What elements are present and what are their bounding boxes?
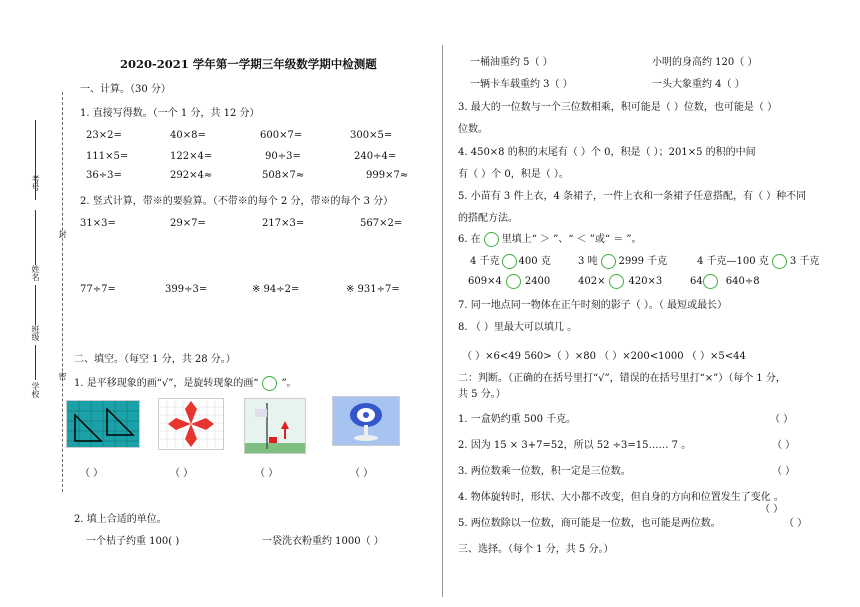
triangle-slide-image xyxy=(66,400,140,448)
xingming-label: 姓名 xyxy=(31,265,40,281)
calc-item: 999×7≈ xyxy=(366,170,409,181)
compare-left: 3 吨 xyxy=(578,256,598,267)
calc-item: 23×2= xyxy=(86,130,122,141)
answer-paren[interactable]: （ ） xyxy=(350,468,374,479)
fan-image xyxy=(332,396,400,446)
unit-item: 小明的身高约 120（ ） xyxy=(652,57,758,68)
judge-paren[interactable]: （ ） xyxy=(770,414,794,425)
compare-left: 4 千克—100 克 xyxy=(697,256,769,267)
section3-header: 三、选择。（每个 1 分，共 5 分。） xyxy=(458,544,614,555)
vertical-calc-item: ※ 931÷7= xyxy=(346,284,400,295)
unit-item: 一个桔子约重 100( ) xyxy=(86,536,180,547)
q6-text-a: 6. 在 xyxy=(458,234,481,245)
compare-right: 640÷8 xyxy=(725,276,760,287)
unit-item: 一辆卡车载重约 3（ ） xyxy=(470,79,573,90)
page-title: 2020-2021 学年第一学期三年级数学期中检测题 xyxy=(120,57,377,71)
judge-paren[interactable]: （ ） xyxy=(772,466,796,477)
compare-left: 609×4 xyxy=(468,276,502,287)
judge-header-2: 共 5 分。） xyxy=(458,389,506,400)
answer-paren[interactable]: （ ） xyxy=(80,468,104,479)
q6-prompt xyxy=(458,230,641,247)
compare-right: 400 克 xyxy=(518,256,551,267)
vertical-calc-item: 77÷7= xyxy=(80,284,116,295)
compare-right: 2999 千克 xyxy=(618,256,668,267)
compare-item xyxy=(578,274,662,289)
unit-item: 一袋洗衣粉重约 1000（ ） xyxy=(262,536,384,547)
judge-paren[interactable]: （ ） xyxy=(784,518,808,529)
vertical-calc-item: 31×3= xyxy=(80,218,116,229)
q5-line1: 5. 小苗有 3 件上衣，4 条裙子，一件上衣和一条裙子任意搭配，有（ ）种不同 xyxy=(458,191,807,202)
vertical-calc-item: 399÷3= xyxy=(165,284,208,295)
answer-paren[interactable]: （ ） xyxy=(170,468,194,479)
vertical-calc-item: ※ 94÷2= xyxy=(252,284,300,295)
xuexiao-line xyxy=(35,345,36,380)
pinwheel-icon xyxy=(159,399,223,449)
calc-item: 111×5= xyxy=(86,151,129,162)
judge-item: 5. 两位数除以一位数，商可能是一位数，也可能是两位数。 xyxy=(458,518,721,529)
q3-line2: 位数。 xyxy=(458,124,488,135)
compare-circle[interactable] xyxy=(772,254,787,269)
judge-paren[interactable]: （ ） xyxy=(760,504,784,515)
calc-item: 240÷4= xyxy=(354,151,397,162)
fan-icon xyxy=(333,397,399,445)
calc-item: 90÷3= xyxy=(265,151,301,162)
compare-right: 420×3 xyxy=(628,276,663,287)
calc-item: 40×8= xyxy=(170,130,206,141)
q2-prompt: 2. 竖式计算，带※的要验算。（不带※的每个 2 分，带※的每个 3 分） xyxy=(80,196,394,207)
compare-circle[interactable] xyxy=(609,274,624,289)
compare-right: 2400 xyxy=(524,276,551,287)
compare-circle[interactable] xyxy=(703,274,718,289)
binding-line xyxy=(62,92,63,492)
q1-prompt: 1. 直接写得数。（一个 1 分，共 12 分） xyxy=(80,108,260,119)
compare-left: 4 千克 xyxy=(470,256,500,267)
xingming-line xyxy=(35,210,36,265)
calc-item: 36÷3= xyxy=(86,170,122,181)
judge-item: 1. 一盒奶约重 500 千克。 xyxy=(458,414,577,425)
banji-label: 班级 xyxy=(31,325,40,341)
judge-paren[interactable]: （ ） xyxy=(772,440,796,451)
seal-feng: 封 xyxy=(58,230,67,238)
compare-left: 64 xyxy=(690,276,703,287)
banji-line xyxy=(35,285,36,325)
q6-text-b: 里填上“ ＞ ”、“ ＜ ”或“ ＝ ”。 xyxy=(501,234,642,245)
compare-left: 402× xyxy=(578,276,606,287)
flag-raising-image xyxy=(244,398,306,454)
circle-icon xyxy=(484,232,499,247)
column-divider xyxy=(442,45,443,597)
answer-paren[interactable]: （ ） xyxy=(255,468,279,479)
circle-icon xyxy=(262,376,277,391)
judge-item: 4. 物体旋转时，形状、大小都不改变，但自身的方向和位置发生了变化 。 xyxy=(458,492,784,503)
compare-item xyxy=(697,252,819,269)
fill-q1-end: ”。 xyxy=(281,378,297,389)
calc-item: 292×4≈ xyxy=(170,170,213,181)
fill-q2-prompt: 2. 填上合适的单位。 xyxy=(74,514,167,525)
xuexiao-label: 学校 xyxy=(31,382,40,398)
q8-prompt: 8. （ ）里最大可以填几 。 xyxy=(458,322,578,333)
q3-line1: 3. 最大的一位数与一个三位数相乘，积可能是（ ）位数，也可能是（ ） xyxy=(458,102,778,113)
compare-item xyxy=(578,252,667,269)
judge-header-1: 二：判断。（正确的在括号里打“√”，错误的在括号里打“×”）（每个 1 分， xyxy=(458,373,786,384)
section1-header: 一、计算。（30 分） xyxy=(80,84,171,95)
compare-right: 3 千克 xyxy=(789,256,820,267)
judge-item: 3. 两位数乘一位数，积一定是三位数。 xyxy=(458,466,631,477)
vertical-calc-item: 29×7= xyxy=(170,218,206,229)
q8-fill-row: （ ）×6<49 560>（ ）×80 （ ）×200<1000 （ ）×5<44 xyxy=(462,351,746,362)
compare-item xyxy=(690,274,760,289)
calc-item: 508×7≈ xyxy=(262,170,305,181)
compare-circle[interactable] xyxy=(502,254,517,269)
vertical-calc-item: 217×3= xyxy=(262,218,305,229)
calc-item: 600×7= xyxy=(260,130,303,141)
triangle-icon xyxy=(67,401,139,447)
fill-q1-prompt xyxy=(74,374,297,391)
compare-item xyxy=(468,274,550,289)
compare-circle[interactable] xyxy=(601,254,616,269)
unit-item: 一头大象重约 4（ ） xyxy=(652,79,745,90)
judge-item: 2. 因为 15 × 3+7=52，所以 52 ÷3=15…… 7 。 xyxy=(458,440,692,451)
compare-item xyxy=(470,252,551,269)
q4-line1: 4. 450×8 的积的末尾有（ ）个 0，积是（ ）；201×5 的积的中间 xyxy=(458,147,756,158)
pinwheel-image xyxy=(158,398,224,450)
compare-circle[interactable] xyxy=(506,274,521,289)
kaohao-label: 考号 xyxy=(31,175,40,191)
fill-q1-text: 1. 是平移现象的画“√”，是旋转现象的画“ xyxy=(74,378,259,389)
seal-mi: 密 xyxy=(58,372,67,380)
unit-item: 一桶油重约 5（ ） xyxy=(470,57,553,68)
calc-item: 300×5= xyxy=(350,130,393,141)
q5-line2: 的搭配方法。 xyxy=(458,213,518,224)
vertical-calc-item: 567×2= xyxy=(360,218,403,229)
section2-header: 二、填空。（每空 1 分，共 28 分。） xyxy=(74,354,236,365)
flag-icon xyxy=(245,399,305,453)
q7-prompt: 7. 同一地点同一物体在正午时刻的影子（ ）。（ 最短或最长） xyxy=(458,300,728,311)
calc-item: 122×4= xyxy=(170,151,213,162)
q4-line2: 有（ ）个 0，积是（ ）。 xyxy=(458,169,569,180)
